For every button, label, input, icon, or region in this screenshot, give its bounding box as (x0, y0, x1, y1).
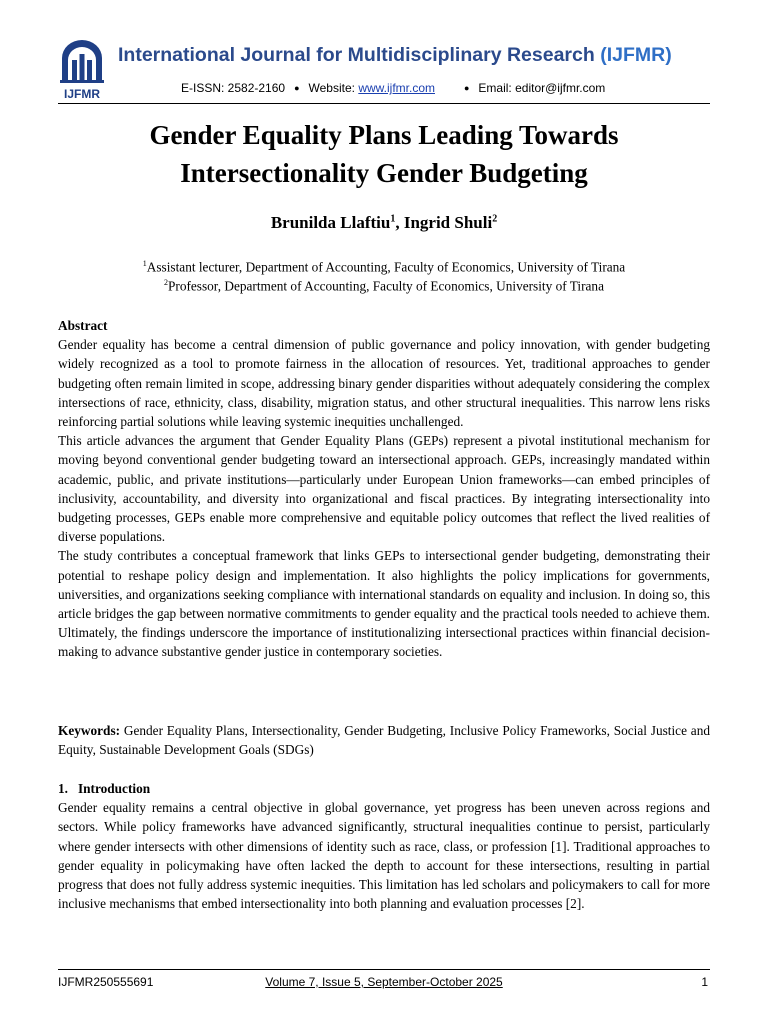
logo-text: IJFMR (64, 87, 100, 101)
ijfmr-logo (58, 40, 106, 102)
website-label: Website: (308, 81, 355, 95)
abstract-paragraph-1: Gender equality has become a central dimension of public governance and policy innovation, with gender budgeting widely recognized as a tool to promote fairness in the allocation of resources. Yet, traditional approaches to gender budgeting often remain limited in scope, addressing binary gender disparities without adequately considering the complex intersections of race, ethnicity, class, disability, migration status, and other structural inequalities. This narrow lens risks reinforcing partial solutions while leaving systemic inequities unchallenged. (58, 337, 710, 430)
journal-meta: E-ISSN: 2582-2160 ● Website: www.ijfmr.com ● Email: editor@ijfmr.com (181, 81, 606, 95)
page-number: 1 (701, 975, 708, 989)
keywords-text: Gender Equality Plans, Intersectionality, Gender Budgeting, Inclusive Policy Frameworks, Social Justice and Equity, Sustainable Development Goals (SDGs) (58, 723, 710, 758)
keywords-section (58, 721, 710, 759)
introduction-paragraph-1: Gender equality remains a central objective in global governance, yet progress has been uneven across regions and sectors. While policy frameworks have advanced significantly, structural inequalities continue to persist, particularly where gender intersects with other dimensions of identity such as race, class, or profession [1]. Traditional approaches to gender equality in policymaking have often lacked the depth to account for these intersections, resulting in partial progress that does not fully address systemic inequities. This limitation has led scholars and policymakers to call for more inclusive mechanisms that embed intersectionality into both planning and evaluation processes [2]. (58, 800, 710, 912)
journal-header (58, 38, 718, 104)
abstract-paragraph-3: The study contributes a conceptual framework that links GEPs to intersectional gender budgeting, demonstrating their potential to reshape policy design and implementation. It also highlights the policy implications for governments, universities, and organizations seeking compliance with international standards on equality and inclusion. In doing so, this article bridges the gap between normative commitments to gender equality and the practical tools needed to achieve them. Ultimately, the findings underscore the importance of institutionalizing intersectional practices within financial decision-making to advance substantive gender justice in contemporary societies. (58, 548, 710, 660)
journal-name: International Journal for Multidisciplinary Research (118, 44, 595, 66)
abstract-heading: Abstract (58, 318, 108, 333)
authors: Brunilda Llaftiu$^1$, Ingrid Shuli$^2$ (270, 213, 498, 232)
introduction-section (58, 779, 710, 913)
journal-abbr: (IJFMR) (600, 44, 672, 66)
title-line-1: Gender Equality Plans Leading Towards (149, 120, 619, 150)
journal-title (118, 44, 672, 67)
abstract-paragraph-2: This article advances the argument that Gender Equality Plans (GEPs) represent a pivotal institutional mechanism for moving beyond conventional gender budgeting toward an intersectional approach. GEPs, increasingly mandated within academic, public, and private institutions—particularly under European Union frameworks—can embed principles of inclusivity, accountability, and diversity into organizational and fiscal practices. By integrating intersectionality into budgeting processes, GEPs enable more comprehensive and equitable policy outcomes that reflect the lived realities of diverse populations. (58, 433, 710, 545)
author-1: Brunilda Llaftiu (270, 213, 391, 232)
affiliation-2: $^2$Professor, Department of Accounting, Faculty of Economics, University of Tirana (164, 278, 604, 294)
volume-info: Volume 7, Issue 5, September-October 2025 (265, 975, 503, 989)
header-rule (58, 103, 710, 104)
paper-title (58, 116, 710, 192)
website-link[interactable]: www.ijfmr.com (358, 81, 435, 95)
email: Email: editor@ijfmr.com (478, 81, 606, 95)
keywords-label: Keywords: (58, 723, 121, 738)
paper-id: IJFMR250555691 (58, 975, 154, 989)
title-line-2: Intersectionality Gender Budgeting (180, 158, 588, 188)
introduction-heading: 1. Introduction (58, 781, 151, 796)
page-footer (58, 973, 710, 991)
footer-rule (58, 969, 710, 970)
eissn: E-ISSN: 2582-2160 (181, 81, 286, 95)
affiliation-1: $^1$Assistant lecturer, Department of Accounting, Faculty of Economics, University of Tirana (142, 259, 626, 275)
author-2: Ingrid Shuli (403, 213, 493, 232)
abstract-section (58, 316, 710, 662)
